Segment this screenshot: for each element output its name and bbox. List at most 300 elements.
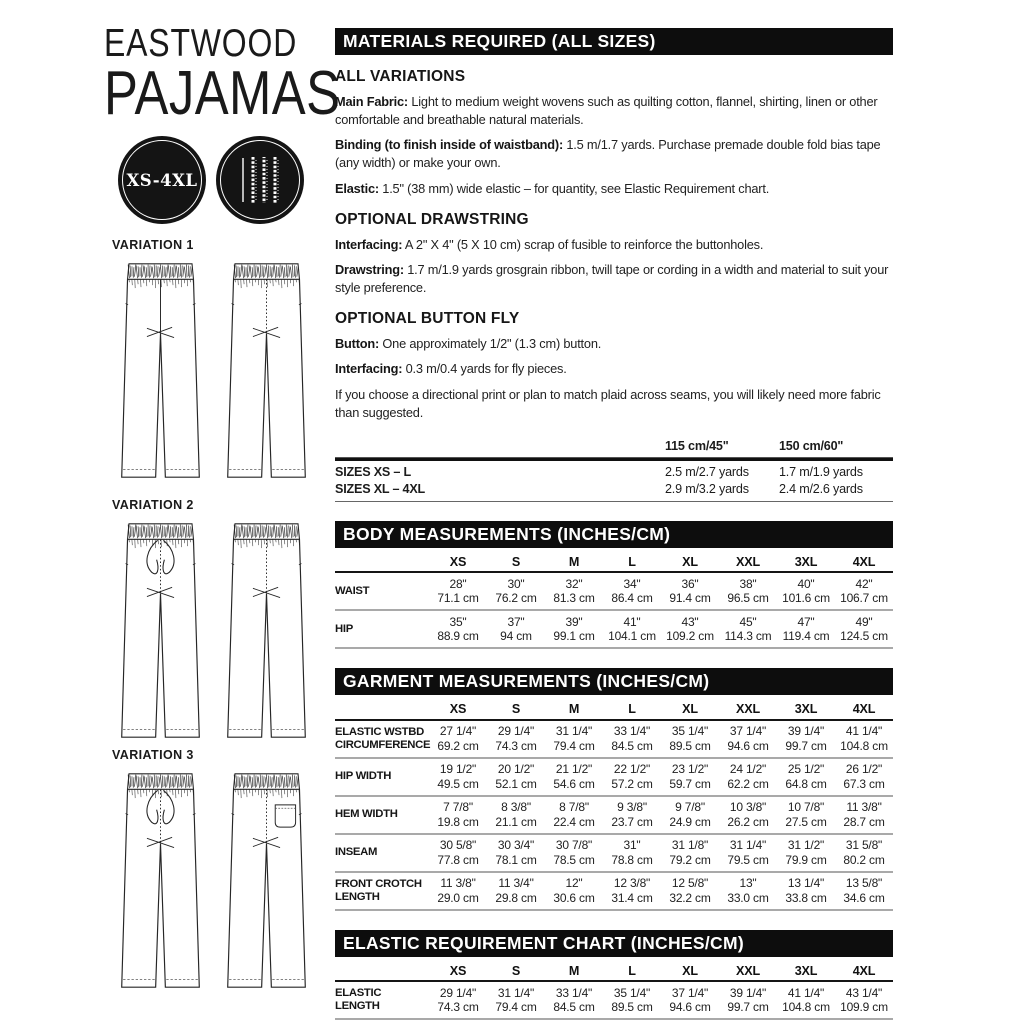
drawstring-ties <box>147 540 174 573</box>
measurement-cell <box>719 800 777 829</box>
measurement-cell <box>719 838 777 867</box>
paragraph-text: Light to medium weight wovens such as quilting cotton, flannel, shirting, linen or other comfortable and breathable natural materials. <box>335 94 878 128</box>
measurement-row-label <box>335 987 429 1013</box>
measurement-cm: 52.1 cm <box>495 776 537 791</box>
measurement-row <box>335 611 893 649</box>
measurement-cell <box>545 876 603 905</box>
measurement-inches: 20 1/2" <box>497 762 535 777</box>
measurement-cell <box>545 724 603 753</box>
measurement-cm: 54.6 cm <box>553 776 595 791</box>
measurement-cell <box>719 724 777 753</box>
measurement-row <box>335 721 893 759</box>
size-column-header: XL <box>682 702 698 717</box>
materials-paragraph <box>335 236 893 254</box>
measurement-cell <box>835 724 893 753</box>
measurement-cell <box>603 986 661 1015</box>
measurement-inches: 31 1/8" <box>671 838 709 853</box>
materials-required-header-bar: MATERIALS REQUIRED (ALL SIZES) <box>335 28 893 55</box>
measurement-cell <box>545 838 603 867</box>
size-column-header: XS <box>449 554 467 569</box>
measurement-cm: 74.3 cm <box>437 1000 479 1015</box>
measurement-cell <box>429 577 487 606</box>
variation-block <box>112 238 322 483</box>
measurement-cell <box>777 577 835 606</box>
size-header-row <box>335 699 893 721</box>
measurement-cm: 32.2 cm <box>669 890 711 905</box>
measurement-inches: 41" <box>623 614 641 629</box>
yardage-row <box>335 481 893 498</box>
measurement-inches: 31 1/4" <box>555 724 593 739</box>
measurement-cm: 89.5 cm <box>669 738 711 753</box>
measurement-cm: 109.9 cm <box>840 1000 888 1015</box>
measurement-cell <box>661 986 719 1015</box>
measurement-cell <box>777 615 835 644</box>
measurement-cm: 94.6 cm <box>727 738 769 753</box>
measurement-cell <box>777 724 835 753</box>
measurement-row <box>335 982 893 1020</box>
measurement-cm: 104.1 cm <box>608 629 656 644</box>
pants-back-drawing <box>218 768 315 993</box>
size-column-header: XXL <box>736 702 760 717</box>
paragraph-lead: Interfacing: <box>335 236 403 252</box>
measurement-row-label <box>335 878 429 904</box>
measurement-inches: 13" <box>739 876 757 891</box>
brand-logo <box>104 22 341 128</box>
measurement-cm: 88.9 cm <box>437 629 479 644</box>
paragraph-lead: Drawstring: <box>335 261 404 277</box>
elastic-chart-header-bar: ELASTIC REQUIREMENT CHART (INCHES/CM) <box>335 930 893 957</box>
measurement-inches: 31 1/4" <box>729 838 767 853</box>
garment-measurements-header-bar: GARMENT MEASUREMENTS (INCHES/CM) <box>335 668 893 695</box>
measurement-row-label-line: LENGTH <box>335 1000 380 1013</box>
measurement-cell <box>661 876 719 905</box>
measurement-row-label-line: ELASTIC WSTBD <box>335 725 424 738</box>
measurement-inches: 31 5/8" <box>845 838 883 853</box>
measurement-inches: 40" <box>797 576 815 591</box>
measurement-cell <box>719 762 777 791</box>
size-column-header: S <box>511 554 521 569</box>
measurement-cell <box>603 762 661 791</box>
measurement-cell <box>835 838 893 867</box>
yardage-value: 2.4 m/2.6 yards <box>779 482 863 497</box>
paragraph-text: If you choose a directional print or plan to match plaid across seams, you will likely need more fabric than suggested. <box>335 386 881 420</box>
measurement-inches: 41 1/4" <box>787 985 825 1000</box>
measurement-cell <box>429 986 487 1015</box>
measurement-cm: 23.7 cm <box>611 814 653 829</box>
materials-paragraph <box>335 136 893 172</box>
measurement-cell <box>719 986 777 1015</box>
measurement-row <box>335 573 893 611</box>
measurement-inches: 35 1/4" <box>613 985 651 1000</box>
size-column-header: XS <box>449 702 467 717</box>
pants-back-drawing <box>218 518 315 743</box>
measurement-inches: 35 1/4" <box>671 724 709 739</box>
body-measurements-table <box>335 552 893 650</box>
garment-measurements-table <box>335 699 893 911</box>
measurement-cell <box>487 838 545 867</box>
elastic-requirement-table <box>335 961 893 1021</box>
measurement-cm: 28.7 cm <box>843 814 885 829</box>
measurement-inches: 12 5/8" <box>671 876 709 891</box>
measurement-row-label <box>335 808 429 821</box>
measurement-cm: 49.5 cm <box>437 776 479 791</box>
measurement-inches: 28" <box>449 576 467 591</box>
measurement-inches: 9 7/8" <box>675 800 705 815</box>
drawstring-cords-icon <box>216 136 304 224</box>
measurement-row-label <box>335 726 429 752</box>
measurement-cell <box>777 838 835 867</box>
badge-row <box>118 136 304 224</box>
measurement-cell <box>777 762 835 791</box>
size-column-header: M <box>568 702 580 717</box>
section-heading: OPTIONAL BUTTON FLY <box>335 310 520 328</box>
measurement-inches: 13 5/8" <box>845 876 883 891</box>
measurement-inches: 43 1/4" <box>845 985 883 1000</box>
measurement-inches: 8 7/8" <box>559 800 589 815</box>
brand-name-line2: PAJAMAS <box>104 59 341 128</box>
measurement-cm: 79.9 cm <box>785 852 827 867</box>
measurement-cell <box>835 762 893 791</box>
measurement-cell <box>545 577 603 606</box>
measurement-cell <box>487 876 545 905</box>
size-column-header: XXL <box>736 554 760 569</box>
measurement-cell <box>719 876 777 905</box>
measurement-cm: 94 cm <box>500 629 532 644</box>
yardage-row <box>335 464 893 481</box>
measurement-cell <box>545 615 603 644</box>
size-column-header: 3XL <box>794 554 818 569</box>
measurement-cm: 22.4 cm <box>553 814 595 829</box>
measurement-inches: 39" <box>565 614 583 629</box>
measurement-cm: 19.8 cm <box>437 814 479 829</box>
size-column-header: 4XL <box>852 963 876 978</box>
measurement-cm: 89.5 cm <box>611 1000 653 1015</box>
measurement-cell <box>429 838 487 867</box>
size-column-header: L <box>628 963 636 978</box>
variation-views <box>112 258 322 483</box>
measurement-cell <box>777 876 835 905</box>
measurement-inches: 30 3/4" <box>497 838 535 853</box>
brand-name-line1: EASTWOOD <box>104 22 298 65</box>
measurement-inches: 37" <box>507 614 525 629</box>
paragraph-text: 1.5 m/1.7 yards. Purchase premade double fold bias tape (any width) or make your own. <box>335 137 881 171</box>
measurement-cell <box>487 986 545 1015</box>
materials-paragraph <box>335 261 893 297</box>
measurement-inches: 29 1/4" <box>497 724 535 739</box>
pants-front-drawing <box>112 768 209 993</box>
measurement-cell <box>487 800 545 829</box>
measurement-cell <box>545 800 603 829</box>
pants-front-drawing <box>112 518 209 743</box>
measurement-inches: 19 1/2" <box>439 762 477 777</box>
measurement-cm: 31.4 cm <box>611 890 653 905</box>
paragraph-lead: Button: <box>335 336 380 352</box>
measurement-inches: 41 1/4" <box>845 724 883 739</box>
measurement-cell <box>429 615 487 644</box>
measurement-cell <box>777 800 835 829</box>
measurement-inches: 38" <box>739 576 757 591</box>
measurement-cm: 109.2 cm <box>666 629 714 644</box>
size-column-header: 4XL <box>852 702 876 717</box>
paragraph-text: A 2" X 4" (5 X 10 cm) scrap of fusible to reinforce the buttonholes. <box>402 236 764 252</box>
measurement-row-label-line: CIRCUMFERENCE <box>335 738 431 751</box>
measurement-inches: 10 7/8" <box>787 800 825 815</box>
measurement-cell <box>429 876 487 905</box>
measurement-cm: 30.6 cm <box>553 890 595 905</box>
measurement-cm: 33.0 cm <box>727 890 769 905</box>
measurement-cm: 64.8 cm <box>785 776 827 791</box>
fabric-yardage-table <box>335 437 893 502</box>
measurement-row <box>335 797 893 835</box>
measurement-cm: 21.1 cm <box>495 814 537 829</box>
yardage-value: 2.9 m/3.2 yards <box>665 482 749 497</box>
measurement-cm: 79.4 cm <box>553 738 595 753</box>
yardage-table-rule <box>335 458 893 461</box>
measurement-cell <box>429 762 487 791</box>
yardage-value: 2.5 m/2.7 yards <box>665 465 749 480</box>
paragraph-lead: Binding (to finish inside of waistband): <box>335 137 564 153</box>
measurement-cm: 29.8 cm <box>495 890 537 905</box>
measurement-inches: 9 3/8" <box>617 800 647 815</box>
size-header-row <box>335 961 893 983</box>
section-heading: OPTIONAL DRAWSTRING <box>335 210 529 228</box>
paragraph-lead: Interfacing: <box>335 361 403 377</box>
measurement-cm: 96.5 cm <box>727 591 769 606</box>
size-column-header: XS <box>449 963 467 978</box>
measurement-inches: 29 1/4" <box>439 985 477 1000</box>
measurement-inches: 49" <box>855 614 873 629</box>
paragraph-text: 0.3 m/0.4 yards for fly pieces. <box>402 361 567 377</box>
measurement-cm: 99.1 cm <box>553 629 595 644</box>
measurement-inches: 11 3/4" <box>498 876 534 891</box>
measurement-cell <box>487 615 545 644</box>
measurement-cell <box>603 800 661 829</box>
measurement-cm: 101.6 cm <box>782 591 830 606</box>
measurement-inches: 33 1/4" <box>613 724 651 739</box>
measurement-cm: 71.1 cm <box>437 591 479 606</box>
size-column-header: XL <box>682 963 698 978</box>
variation-label: VARIATION 1 <box>112 238 194 252</box>
measurement-cell <box>835 577 893 606</box>
pants-front-drawing <box>112 258 209 483</box>
yardage-table-body <box>335 464 893 502</box>
size-column-header: M <box>568 554 580 569</box>
measurement-cell <box>835 876 893 905</box>
measurement-row-label-line: LENGTH <box>335 890 380 903</box>
measurement-cm: 84.5 cm <box>611 738 653 753</box>
size-column-header: XXL <box>736 963 760 978</box>
measurement-row-label <box>335 623 429 636</box>
measurement-inches: 31 1/4" <box>497 985 535 1000</box>
measurement-inches: 13 1/4" <box>787 876 825 891</box>
measurement-cell <box>603 724 661 753</box>
measurement-cm: 34.6 cm <box>843 890 885 905</box>
measurement-inches: 22 1/2" <box>613 762 651 777</box>
info-column <box>335 28 893 1020</box>
measurement-cell <box>835 800 893 829</box>
measurement-row <box>335 835 893 873</box>
measurement-inches: 30 5/8" <box>439 838 477 853</box>
measurement-cm: 27.5 cm <box>785 814 827 829</box>
measurement-cm: 77.8 cm <box>437 852 479 867</box>
measurement-inches: 39 1/4" <box>729 985 767 1000</box>
measurement-inches: 26 1/2" <box>845 762 883 777</box>
measurement-inches: 27 1/4" <box>439 724 477 739</box>
section-heading: ALL VARIATIONS <box>335 68 466 85</box>
measurement-row-label <box>335 585 429 598</box>
size-column-header: 3XL <box>794 702 818 717</box>
measurement-inches: 45" <box>739 614 757 629</box>
measurement-inches: 24 1/2" <box>729 762 767 777</box>
measurement-row-label-line: INSEAM <box>335 846 378 859</box>
fabric-width-column-header: 115 cm/45" <box>665 438 729 453</box>
yardage-header-row <box>335 437 893 458</box>
measurement-cm: 80.2 cm <box>843 852 885 867</box>
measurement-inches: 43" <box>681 614 699 629</box>
measurement-row-label-line: HEM WIDTH <box>335 808 398 821</box>
measurement-cell <box>661 838 719 867</box>
measurement-cell <box>661 577 719 606</box>
size-column-header: 4XL <box>852 554 876 569</box>
size-range-label: XS-4XL <box>126 170 198 190</box>
drawstring-ties <box>147 790 174 823</box>
measurement-inches: 7 7/8" <box>443 800 473 815</box>
measurement-cm: 78.8 cm <box>611 852 653 867</box>
measurement-inches: 42" <box>855 576 873 591</box>
measurement-cm: 78.5 cm <box>553 852 595 867</box>
yardage-value: 1.7 m/1.9 yards <box>779 465 863 480</box>
measurement-cell <box>603 876 661 905</box>
size-column-header: L <box>628 554 636 569</box>
body-measurements-header-bar: BODY MEASUREMENTS (INCHES/CM) <box>335 521 893 548</box>
measurement-cm: 29.0 cm <box>437 890 479 905</box>
measurement-row-label-line: HIP <box>335 622 353 635</box>
measurement-inches: 39 1/4" <box>787 724 825 739</box>
measurement-cell <box>719 615 777 644</box>
measurement-inches: 25 1/2" <box>787 762 825 777</box>
measurement-cm: 104.8 cm <box>782 1000 830 1015</box>
measurement-cell <box>603 615 661 644</box>
materials-sections <box>335 68 893 422</box>
variation-label: VARIATION 3 <box>112 748 194 762</box>
measurement-cm: 99.7 cm <box>727 1000 769 1015</box>
measurement-cell <box>545 762 603 791</box>
measurement-inches: 11 3/8" <box>846 800 882 815</box>
measurement-cm: 94.6 cm <box>669 1000 711 1015</box>
measurement-cm: 104.8 cm <box>840 738 888 753</box>
variation-views <box>112 518 322 743</box>
measurement-cm: 79.4 cm <box>495 1000 537 1015</box>
measurement-row <box>335 873 893 911</box>
measurement-inches: 21 1/2" <box>555 762 593 777</box>
measurement-inches: 47" <box>797 614 815 629</box>
measurement-row-label-line: HIP WIDTH <box>335 770 392 783</box>
measurement-cm: 24.9 cm <box>669 814 711 829</box>
pants-back-drawing <box>218 258 315 483</box>
size-column-header: XL <box>682 554 698 569</box>
measurement-cell <box>835 615 893 644</box>
paragraph-lead: Elastic: <box>335 180 379 196</box>
measurement-inches: 31 1/2" <box>787 838 825 853</box>
measurement-cm: 119.4 cm <box>782 629 830 644</box>
fabric-width-column-header: 150 cm/60" <box>779 438 844 453</box>
measurement-cm: 86.4 cm <box>611 591 653 606</box>
measurement-inches: 32" <box>565 576 583 591</box>
measurement-cm: 57.2 cm <box>611 776 653 791</box>
measurement-cell <box>487 762 545 791</box>
measurement-inches: 11 3/8" <box>440 876 476 891</box>
measurement-cm: 84.5 cm <box>553 1000 595 1015</box>
measurement-cm: 79.2 cm <box>669 852 711 867</box>
measurement-cm: 91.4 cm <box>669 591 711 606</box>
measurement-inches: 23 1/2" <box>671 762 709 777</box>
measurement-row-label-line: WAIST <box>335 584 370 597</box>
measurement-inches: 36" <box>681 576 699 591</box>
size-range-badge <box>118 136 206 224</box>
measurement-inches: 10 3/8" <box>729 800 767 815</box>
variation-views <box>112 768 322 993</box>
measurement-inches: 8 3/8" <box>501 800 531 815</box>
size-header-row <box>335 552 893 574</box>
measurement-row <box>335 759 893 797</box>
measurement-inches: 12 3/8" <box>613 876 651 891</box>
measurement-cell <box>603 838 661 867</box>
measurement-inches: 33 1/4" <box>555 985 593 1000</box>
measurement-inches: 12" <box>565 876 583 891</box>
materials-paragraph <box>335 335 893 353</box>
measurement-cell <box>603 577 661 606</box>
measurement-cm: 81.3 cm <box>553 591 595 606</box>
measurement-row-label <box>335 770 429 783</box>
measurement-inches: 30" <box>507 576 525 591</box>
yardage-row-label: SIZES XL – 4XL <box>335 482 426 497</box>
measurement-cm: 62.2 cm <box>727 776 769 791</box>
measurement-cell <box>661 615 719 644</box>
paragraph-text: 1.7 m/1.9 yards grosgrain ribbon, twill tape or cording in a width and material to suit your style preference. <box>335 261 889 296</box>
measurement-cell <box>661 724 719 753</box>
measurement-cell <box>429 800 487 829</box>
yardage-row-label: SIZES XS – L <box>335 465 411 480</box>
measurement-cm: 74.3 cm <box>495 738 537 753</box>
measurement-cell <box>835 986 893 1015</box>
measurement-cell <box>487 724 545 753</box>
measurement-cm: 59.7 cm <box>669 776 711 791</box>
variation-label: VARIATION 2 <box>112 498 194 512</box>
measurement-inches: 31" <box>623 838 641 853</box>
paragraph-text: One approximately 1/2" (1.3 cm) button. <box>379 336 602 352</box>
measurement-cm: 69.2 cm <box>437 738 479 753</box>
measurement-cell <box>661 800 719 829</box>
measurement-cm: 76.2 cm <box>495 591 537 606</box>
measurement-inches: 34" <box>623 576 641 591</box>
materials-paragraph <box>335 360 893 378</box>
measurement-cell <box>487 577 545 606</box>
variation-block <box>112 498 322 743</box>
measurement-cell <box>777 986 835 1015</box>
measurement-inches: 30 7/8" <box>555 838 593 853</box>
measurement-cell <box>719 577 777 606</box>
measurement-cm: 79.5 cm <box>727 852 769 867</box>
measurement-cm: 99.7 cm <box>785 738 827 753</box>
size-column-header: S <box>511 963 521 978</box>
measurement-cell <box>545 986 603 1015</box>
paragraph-text: 1.5" (38 mm) wide elastic – for quantity, see Elastic Requirement chart. <box>378 180 770 196</box>
measurement-cm: 33.8 cm <box>785 890 827 905</box>
size-column-header: L <box>628 702 636 717</box>
measurement-cm: 26.2 cm <box>727 814 769 829</box>
size-column-header: S <box>511 702 521 717</box>
measurement-inches: 37 1/4" <box>729 724 767 739</box>
